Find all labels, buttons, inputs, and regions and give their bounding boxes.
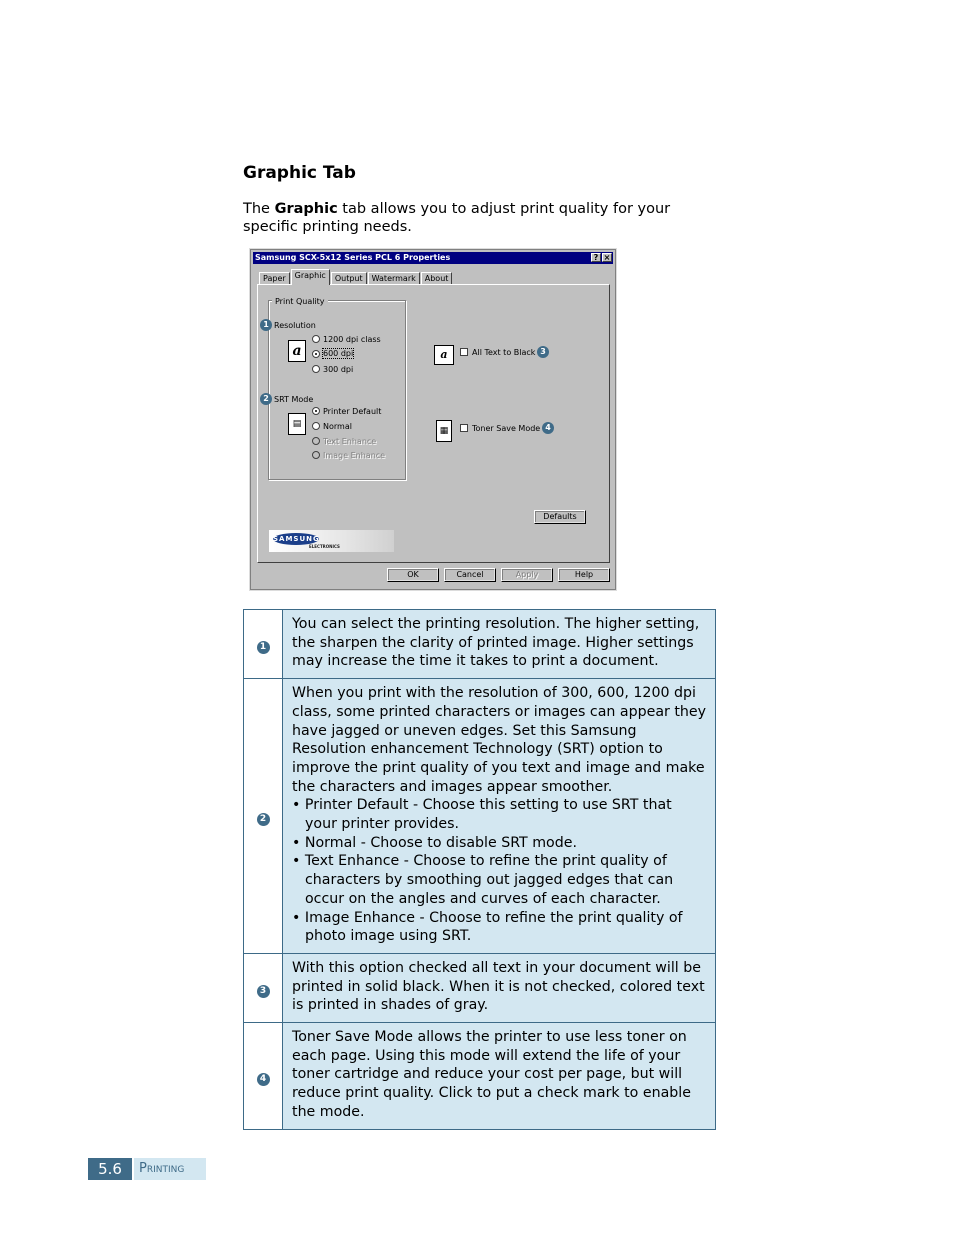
row-1-text: You can select the printing resolution. The higher setting, the sharpen the clarity of printed image. Higher settings may increase the time it takes to print a document.: [292, 616, 700, 670]
row-text-cell: [283, 953, 716, 1022]
callout-2-badge: 2: [257, 813, 270, 826]
table-row: [244, 953, 716, 1022]
resolution-label: Resolution: [274, 321, 316, 330]
row-number-cell: [244, 679, 283, 954]
tab-watermark[interactable]: Watermark: [368, 272, 420, 285]
row-3-text: With this option checked all text in your document will be printed in solid black. When it is not checked, colored text is printed in shades of gray.: [292, 959, 705, 1014]
radio-1200dpi-label: 1200 dpi class: [323, 335, 381, 344]
toner-save-label: Toner Save Mode: [472, 424, 541, 433]
section-name: Printing: [134, 1158, 206, 1180]
defaults-button[interactable]: Defaults: [534, 510, 586, 524]
ok-button[interactable]: OK: [387, 568, 439, 582]
tab-output[interactable]: Output: [331, 272, 367, 285]
cancel-button[interactable]: Cancel: [444, 568, 496, 582]
radio-1200dpi[interactable]: [312, 335, 320, 343]
callout-1-badge: 1: [257, 641, 270, 654]
row-number-cell: [244, 610, 283, 679]
radio-normal[interactable]: [312, 422, 320, 430]
srt-icon: ▤: [288, 413, 306, 435]
intro-bold: Graphic: [274, 201, 338, 217]
samsung-logo: [269, 530, 394, 552]
section-heading: Graphic Tab: [243, 163, 356, 183]
resolution-icon: a: [288, 340, 306, 362]
srt-bullet-list: [292, 796, 707, 946]
callout-3-icon: 3: [537, 346, 549, 358]
radio-600dpi-label: 600 dpi: [323, 349, 354, 358]
print-quality-label: Print Quality: [272, 297, 328, 306]
samsung-logo-oval: SAMSUNG: [273, 535, 320, 543]
all-text-black-label: All Text to Black: [472, 348, 536, 357]
tab-about[interactable]: About: [421, 272, 453, 285]
properties-dialog: [250, 249, 616, 590]
close-title-button[interactable]: ×: [603, 253, 611, 262]
tab-strip: [259, 270, 453, 285]
row-2-text: When you print with the resolution of 300, 600, 1200 dpi class, some printed characters or images can appear they have jagged or uneven edges. Set this Samsung Resolution enhancement Technology (SRT) option to improve the print quality of you text and image and make the characters and images appear smoother.: [292, 685, 707, 795]
radio-300dpi[interactable]: [312, 365, 320, 373]
dialog-titlebar: [253, 252, 613, 264]
callout-4-icon: 4: [542, 422, 554, 434]
help-title-button[interactable]: ?: [591, 253, 601, 262]
radio-text-enhance-label: Text Enhance: [323, 437, 377, 446]
apply-button: Apply: [501, 568, 553, 582]
radio-300dpi-label: 300 dpi: [323, 365, 354, 374]
tab-paper[interactable]: Paper: [259, 272, 290, 285]
row-4-text: Toner Save Mode allows the printer to use less toner on each page. Using this mode will extend the life of your toner cartridge and reduce your cost per page, but will reduce print quality. Click to put a check mark to enable the mode.: [292, 1029, 691, 1120]
table-row: [244, 1023, 716, 1130]
samsung-logo-sub: ELECTRONICS: [309, 544, 340, 549]
all-text-black-icon: a: [434, 345, 454, 365]
radio-normal-label: Normal: [323, 422, 352, 431]
row-text-cell: [283, 679, 716, 954]
radio-text-enhance: [312, 437, 320, 445]
table-row: [244, 679, 716, 954]
row-text-cell: [283, 1023, 716, 1130]
all-text-black-checkbox[interactable]: [460, 348, 468, 356]
srt-mode-label: SRT Mode: [274, 395, 314, 404]
tab-graphic[interactable]: Graphic: [291, 269, 330, 285]
callout-1-icon: 1: [260, 319, 272, 331]
table-row: [244, 610, 716, 679]
tab-panel: [257, 284, 610, 563]
callout-4-badge: 4: [257, 1073, 270, 1086]
callout-3-badge: 3: [257, 985, 270, 998]
row-text-cell: [283, 610, 716, 679]
radio-image-enhance-label: Image Enhance: [323, 451, 386, 460]
intro-suffix: tab allows you to adjust print quality for your specific printing needs.: [243, 201, 671, 235]
dialog-title: Samsung SCX-5x12 Series PCL 6 Properties: [255, 253, 451, 262]
callout-table: [243, 609, 716, 1130]
callout-2-icon: 2: [260, 393, 272, 405]
radio-600dpi[interactable]: [312, 350, 320, 358]
radio-printer-default-label: Printer Default: [323, 407, 382, 416]
radio-image-enhance: [312, 451, 320, 459]
row-number-cell: [244, 1023, 283, 1130]
bullet-text-enhance: • Text Enhance - Choose to refine the print quality of characters by smoothing out jagged edges that can occur on the angles and curves of each character.: [292, 852, 707, 908]
bullet-normal: • Normal - Choose to disable SRT mode.: [292, 834, 707, 853]
radio-printer-default[interactable]: [312, 407, 320, 415]
page-number: 5.6: [88, 1158, 132, 1180]
intro-prefix: The: [243, 201, 275, 217]
bullet-printer-default: • Printer Default - Choose this setting to use SRT that your printer provides.: [292, 796, 707, 833]
intro-paragraph: [243, 200, 713, 236]
toner-save-checkbox[interactable]: [460, 424, 468, 432]
toner-save-icon: ▦: [436, 420, 452, 442]
bullet-image-enhance: • Image Enhance - Choose to refine the print quality of photo image using SRT.: [292, 909, 707, 946]
help-button[interactable]: Help: [558, 568, 610, 582]
row-number-cell: [244, 953, 283, 1022]
